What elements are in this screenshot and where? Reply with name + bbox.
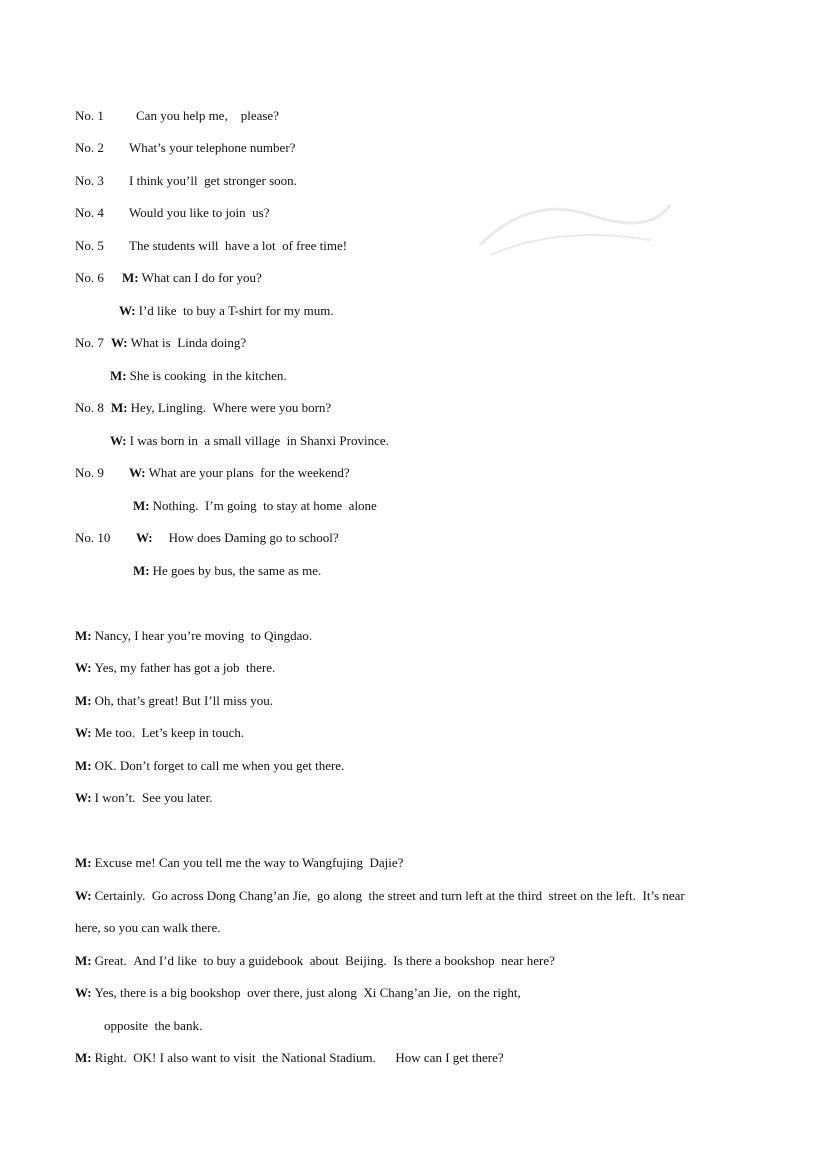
speaker-label: M: <box>75 855 92 870</box>
item-10 <box>75 530 339 546</box>
item-text: She is cooking in the kitchen. <box>129 368 287 383</box>
item-text: I think you’ll get stronger soon. <box>129 173 297 188</box>
speaker-label: M: <box>133 563 150 578</box>
item-text: What can I do for you? <box>141 270 262 285</box>
dialogue-text: Great. And I’d like to buy a guidebook about Beijing. Is there a bookshop near here? <box>94 953 555 968</box>
dialogue-text: Oh, that’s great! But I’ll miss you. <box>94 693 273 708</box>
item-text: The students will have a lot of free time! <box>129 238 348 253</box>
item-number: No. 10 <box>75 530 111 545</box>
speaker-label: M: <box>122 270 139 285</box>
item-number: No. 1 <box>75 108 104 123</box>
dialogue-2-line <box>104 1018 202 1034</box>
speaker-label: M: <box>110 368 127 383</box>
item-4 <box>75 205 270 221</box>
dialogue-1-line <box>75 758 344 774</box>
speaker-label: W: <box>75 985 92 1000</box>
dialogue-text: Nancy, I hear you’re moving to Qingdao. <box>94 628 313 643</box>
dialogue-text: Right. OK! I also want to visit the National Stadium. How can I get there? <box>94 1050 504 1065</box>
dialogue-2-line <box>75 888 685 904</box>
dialogue-text: here, so you can walk there. <box>75 920 221 935</box>
speaker-label: W: <box>136 530 153 545</box>
item-text: He goes by bus, the same as me. <box>152 563 322 578</box>
speaker-label: W: <box>111 335 128 350</box>
speaker-label: W: <box>119 303 136 318</box>
item-text: What’s your telephone number? <box>129 140 296 155</box>
dialogue-1-line <box>75 660 275 676</box>
speaker-label: M: <box>111 400 128 415</box>
dialogue-1-line <box>75 725 244 741</box>
dialogue-2-line <box>75 1050 504 1066</box>
item-number: No. 5 <box>75 238 104 253</box>
item-text: What are your plans for the weekend? <box>148 465 350 480</box>
item-9 <box>75 465 350 481</box>
item-number: No. 8 <box>75 400 104 415</box>
speaker-label: W: <box>75 888 92 903</box>
item-number: No. 7 <box>75 335 104 350</box>
item-6 <box>75 270 262 286</box>
item-number: No. 6 <box>75 270 104 285</box>
item-8-reply <box>110 433 389 449</box>
item-number: No. 2 <box>75 140 104 155</box>
item-5 <box>75 238 347 254</box>
item-7 <box>75 335 246 351</box>
dialogue-text: Certainly. Go across Dong Chang’an Jie, go along the street and turn left at the third street on the left. It’s near <box>94 888 685 903</box>
item-number: No. 9 <box>75 465 104 480</box>
dialogue-2-line <box>75 920 220 936</box>
speaker-label: M: <box>133 498 150 513</box>
speaker-label: W: <box>75 725 92 740</box>
dialogue-2-line <box>75 985 521 1001</box>
item-text: Would you like to join us? <box>129 205 270 220</box>
item-2 <box>75 140 295 156</box>
item-text: I was born in a small village in Shanxi Province. <box>129 433 389 448</box>
speaker-label: W: <box>75 790 92 805</box>
dialogue-text: Yes, my father has got a job there. <box>94 660 276 675</box>
dialogue-text: Me too. Let’s keep in touch. <box>94 725 245 740</box>
speaker-label: W: <box>110 433 127 448</box>
dialogue-2-line <box>75 953 555 969</box>
item-7-reply <box>110 368 287 384</box>
dialogue-2-line <box>75 855 403 871</box>
item-3 <box>75 173 297 189</box>
item-text: I’d like to buy a T-shirt for my mum. <box>138 303 334 318</box>
dialogue-text: Excuse me! Can you tell me the way to Wangfujing Dajie? <box>94 855 404 870</box>
speaker-label: M: <box>75 1050 92 1065</box>
item-text: Nothing. I’m going to stay at home alone <box>152 498 377 513</box>
item-10-reply <box>133 563 321 579</box>
item-text: How does Daming go to school? <box>168 530 339 545</box>
speaker-label: W: <box>129 465 146 480</box>
item-text: What is Linda doing? <box>130 335 247 350</box>
dialogue-text: I won’t. See you later. <box>94 790 213 805</box>
dialogue-text: OK. Don’t forget to call me when you get there. <box>94 758 345 773</box>
speaker-label: M: <box>75 693 92 708</box>
item-9-reply <box>133 498 377 514</box>
speaker-label: M: <box>75 758 92 773</box>
speaker-label: W: <box>75 660 92 675</box>
item-number: No. 3 <box>75 173 104 188</box>
item-text: Hey, Lingling. Where were you born? <box>130 400 332 415</box>
watermark-decoration <box>470 185 680 265</box>
item-text: Can you help me, please? <box>136 108 279 123</box>
dialogue-1-line <box>75 628 312 644</box>
speaker-label: M: <box>75 953 92 968</box>
item-6-reply <box>119 303 334 319</box>
dialogue-1-line <box>75 790 212 806</box>
item-8 <box>75 400 331 416</box>
item-number: No. 4 <box>75 205 104 220</box>
dialogue-text: opposite the bank. <box>104 1018 203 1033</box>
dialogue-text: Yes, there is a big bookshop over there, just along Xi Chang’an Jie, on the right, <box>94 985 521 1000</box>
speaker-label: M: <box>75 628 92 643</box>
item-1 <box>75 108 279 124</box>
dialogue-1-line <box>75 693 273 709</box>
